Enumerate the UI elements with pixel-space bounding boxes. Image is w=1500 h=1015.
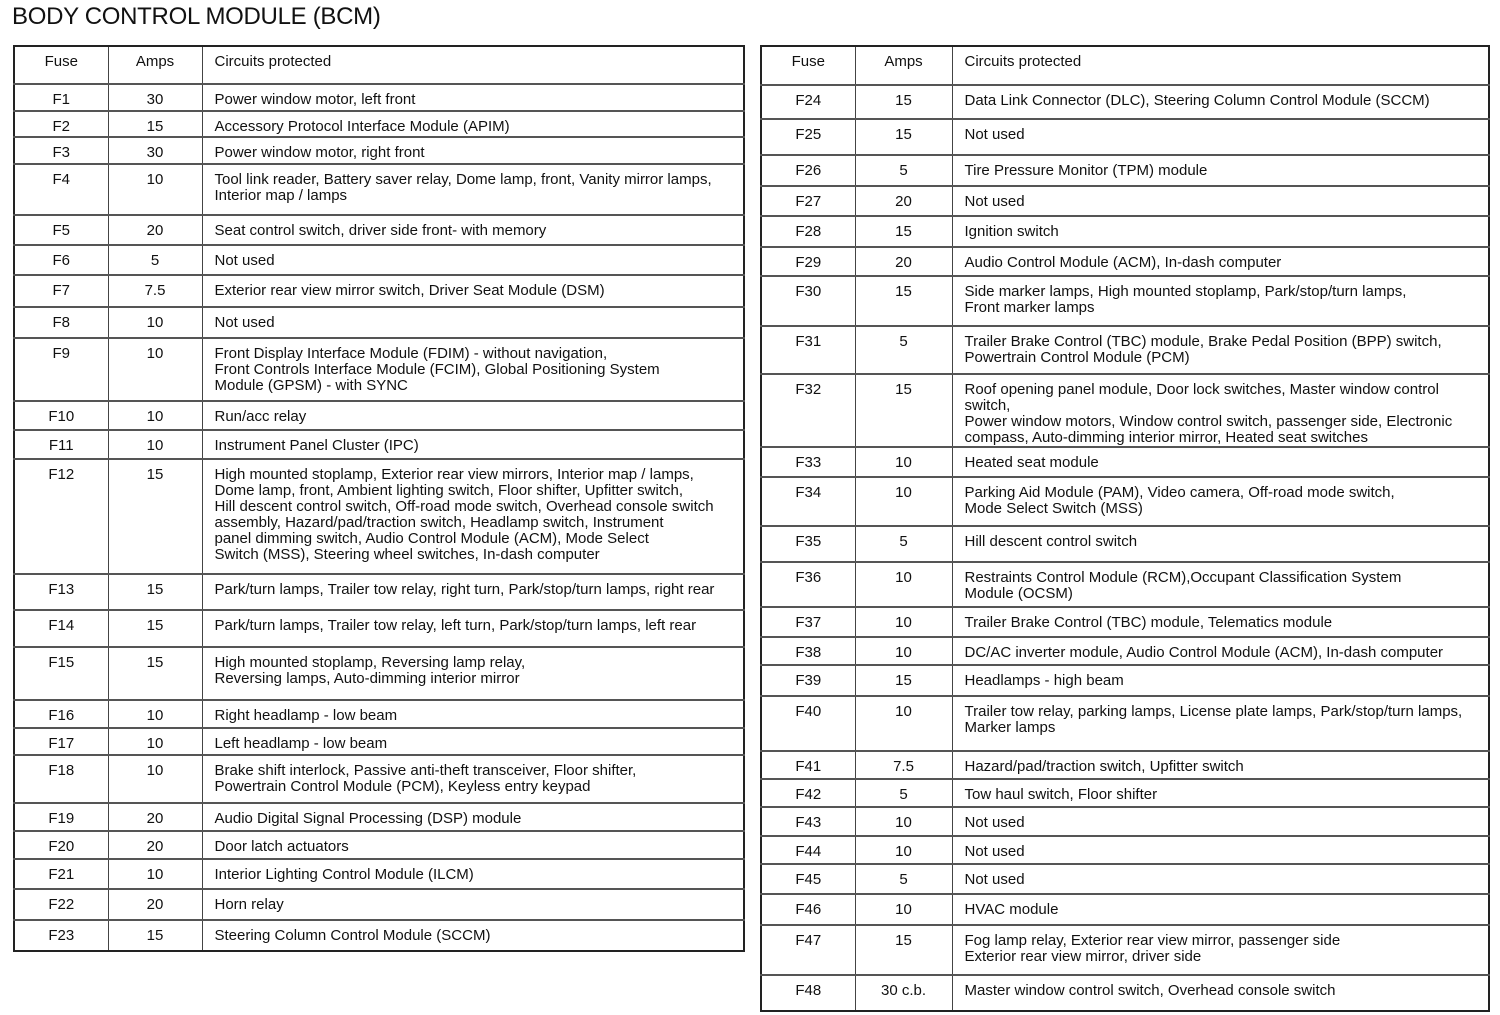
fuse-id: F32	[761, 374, 855, 447]
table-row	[14, 215, 744, 245]
fuse-amps: 20	[108, 803, 202, 831]
fuse-amps: 10	[108, 430, 202, 459]
fuse-amps: 10	[855, 836, 952, 864]
fuse-circuits: Instrument Panel Cluster (IPC)	[202, 430, 744, 459]
table-row	[14, 401, 744, 430]
fuse-amps: 30	[108, 84, 202, 111]
fuse-circuits: DC/AC inverter module, Audio Control Module (ACM), In-dash computer	[952, 637, 1489, 665]
fuse-id: F30	[761, 276, 855, 326]
fuse-amps: 7.5	[108, 275, 202, 307]
fuse-circuits: Accessory Protocol Interface Module (APIM)	[202, 111, 744, 137]
fuse-amps: 10	[855, 637, 952, 665]
page-title: BODY CONTROL MODULE (BCM)	[12, 3, 381, 30]
fuse-circuits: High mounted stoplamp, Reversing lamp relay, Reversing lamps, Auto-dimming interior mirror	[202, 647, 744, 700]
table-row	[14, 84, 744, 111]
fuse-id: F9	[14, 338, 108, 401]
fuse-table-left	[13, 45, 745, 952]
table-row	[14, 610, 744, 647]
table-row	[761, 807, 1489, 836]
fuse-amps: 10	[108, 401, 202, 430]
fuse-id: F26	[761, 155, 855, 186]
fuse-circuits: Left headlamp - low beam	[202, 728, 744, 755]
table-row	[761, 276, 1489, 326]
fuse-circuits: Restraints Control Module (RCM),Occupant Classification System Module (OCSM)	[952, 562, 1489, 607]
fuse-amps: 10	[855, 477, 952, 526]
fuse-amps: 15	[855, 665, 952, 696]
table-row	[14, 245, 744, 275]
fuse-circuits: Door latch actuators	[202, 831, 744, 859]
table-row	[761, 155, 1489, 186]
fuse-id: F46	[761, 894, 855, 925]
fuse-circuits: Side marker lamps, High mounted stoplamp, Park/stop/turn lamps, Front marker lamps	[952, 276, 1489, 326]
fuse-id: F41	[761, 751, 855, 779]
fuse-circuits: Interior Lighting Control Module (ILCM)	[202, 859, 744, 889]
fuse-id: F12	[14, 459, 108, 574]
table-row	[14, 728, 744, 755]
fuse-circuits: Not used	[952, 807, 1489, 836]
fuse-circuits: Hill descent control switch	[952, 526, 1489, 562]
fuse-id: F40	[761, 696, 855, 751]
header-circuits: Circuits protected	[202, 46, 744, 84]
fuse-amps: 20	[108, 831, 202, 859]
table-row	[761, 247, 1489, 276]
fuse-amps: 15	[108, 459, 202, 574]
fuse-id: F29	[761, 247, 855, 276]
table-row	[14, 164, 744, 215]
table-row	[14, 920, 744, 951]
table-row	[14, 338, 744, 401]
table-row	[761, 374, 1489, 447]
fuse-circuits: Exterior rear view mirror switch, Driver Seat Module (DSM)	[202, 275, 744, 307]
table-row	[761, 696, 1489, 751]
fuse-circuits: Steering Column Control Module (SCCM)	[202, 920, 744, 951]
fuse-amps: 15	[855, 119, 952, 155]
fuse-amps: 10	[855, 894, 952, 925]
header-circuits: Circuits protected	[952, 46, 1489, 85]
table-row	[761, 186, 1489, 216]
fuse-amps: 20	[108, 889, 202, 920]
fuse-id: F15	[14, 647, 108, 700]
table-header-row	[14, 46, 744, 84]
fuse-id: F39	[761, 665, 855, 696]
table-row	[761, 562, 1489, 607]
fuse-circuits: Data Link Connector (DLC), Steering Column Control Module (SCCM)	[952, 85, 1489, 119]
table-row	[14, 803, 744, 831]
fuse-id: F33	[761, 447, 855, 477]
table-row	[14, 307, 744, 338]
fuse-amps: 15	[108, 647, 202, 700]
fuse-amps: 5	[108, 245, 202, 275]
table-row	[761, 925, 1489, 975]
fuse-amps: 10	[108, 164, 202, 215]
fuse-amps: 15	[855, 85, 952, 119]
fuse-circuits: Master window control switch, Overhead console switch	[952, 975, 1489, 1011]
fuse-id: F10	[14, 401, 108, 430]
table-row	[761, 779, 1489, 807]
fuse-id: F48	[761, 975, 855, 1011]
fuse-id: F2	[14, 111, 108, 137]
fuse-id: F37	[761, 607, 855, 637]
fuse-circuits: Trailer Brake Control (TBC) module, Brake Pedal Position (BPP) switch, Powertrain Control Module (PCM)	[952, 326, 1489, 374]
fuse-amps: 30 c.b.	[855, 975, 952, 1011]
fuse-amps: 15	[855, 925, 952, 975]
fuse-id: F31	[761, 326, 855, 374]
fuse-circuits: Trailer tow relay, parking lamps, License plate lamps, Park/stop/turn lamps, Marker lamps	[952, 696, 1489, 751]
table-row	[14, 859, 744, 889]
table-row	[761, 836, 1489, 864]
table-row	[14, 137, 744, 164]
fuse-amps: 7.5	[855, 751, 952, 779]
table-row	[14, 111, 744, 137]
fuse-id: F20	[14, 831, 108, 859]
fuse-circuits: Right headlamp - low beam	[202, 700, 744, 728]
fuse-amps: 10	[108, 755, 202, 803]
table-row	[14, 430, 744, 459]
table-row	[14, 574, 744, 610]
table-row	[761, 864, 1489, 894]
fuse-circuits: Trailer Brake Control (TBC) module, Telematics module	[952, 607, 1489, 637]
fuse-table-right	[760, 45, 1490, 1012]
fuse-amps: 5	[855, 526, 952, 562]
fuse-id: F47	[761, 925, 855, 975]
fuse-id: F21	[14, 859, 108, 889]
fuse-circuits: Fog lamp relay, Exterior rear view mirror, passenger side Exterior rear view mirror, driver side	[952, 925, 1489, 975]
header-fuse: Fuse	[14, 46, 108, 84]
fuse-circuits: Run/acc relay	[202, 401, 744, 430]
fuse-amps: 10	[108, 338, 202, 401]
fuse-amps: 20	[855, 247, 952, 276]
fuse-circuits: Audio Control Module (ACM), In-dash computer	[952, 247, 1489, 276]
table-row	[14, 831, 744, 859]
header-amps: Amps	[855, 46, 952, 85]
fuse-circuits: Front Display Interface Module (FDIM) - without navigation, Front Controls Interface Module (FCIM), Global Positioning System Module (GPSM) - with SYNC	[202, 338, 744, 401]
table-row	[761, 526, 1489, 562]
fuse-amps: 10	[855, 807, 952, 836]
fuse-id: F11	[14, 430, 108, 459]
table-row	[761, 447, 1489, 477]
fuse-id: F16	[14, 700, 108, 728]
fuse-amps: 5	[855, 155, 952, 186]
fuse-id: F27	[761, 186, 855, 216]
table-row	[14, 755, 744, 803]
table-row	[761, 665, 1489, 696]
fuse-id: F28	[761, 216, 855, 247]
fuse-id: F42	[761, 779, 855, 807]
table-row	[14, 889, 744, 920]
fuse-amps: 15	[855, 374, 952, 447]
fuse-amps: 20	[108, 215, 202, 245]
fuse-amps: 15	[108, 574, 202, 610]
fuse-amps: 15	[108, 111, 202, 137]
table-row	[761, 894, 1489, 925]
fuse-circuits: Not used	[952, 186, 1489, 216]
fuse-id: F19	[14, 803, 108, 831]
table-row	[761, 119, 1489, 155]
fuse-amps: 10	[855, 696, 952, 751]
fuse-id: F17	[14, 728, 108, 755]
fuse-amps: 10	[855, 562, 952, 607]
fuse-amps: 5	[855, 779, 952, 807]
fuse-amps: 30	[108, 137, 202, 164]
fuse-amps: 5	[855, 864, 952, 894]
table-row	[14, 459, 744, 574]
table-row	[761, 607, 1489, 637]
fuse-amps: 10	[108, 859, 202, 889]
fuse-amps: 15	[855, 216, 952, 247]
table-row	[761, 751, 1489, 779]
fuse-circuits: Parking Aid Module (PAM), Video camera, Off-road mode switch, Mode Select Switch (MSS)	[952, 477, 1489, 526]
fuse-amps: 15	[108, 920, 202, 951]
header-fuse: Fuse	[761, 46, 855, 85]
fuse-circuits: Brake shift interlock, Passive anti-theft transceiver, Floor shifter, Powertrain Control Module (PCM), Keyless entry keypad	[202, 755, 744, 803]
fuse-amps: 15	[855, 276, 952, 326]
fuse-circuits: Not used	[952, 119, 1489, 155]
table-row	[761, 85, 1489, 119]
fuse-amps: 15	[108, 610, 202, 647]
fuse-circuits: Ignition switch	[952, 216, 1489, 247]
fuse-circuits: Horn relay	[202, 889, 744, 920]
fuse-circuits: Seat control switch, driver side front- with memory	[202, 215, 744, 245]
fuse-id: F5	[14, 215, 108, 245]
fuse-circuits: Power window motor, right front	[202, 137, 744, 164]
table-header-row	[761, 46, 1489, 85]
fuse-circuits: Tool link reader, Battery saver relay, Dome lamp, front, Vanity mirror lamps, Interior map / lamps	[202, 164, 744, 215]
fuse-id: F38	[761, 637, 855, 665]
table-row	[761, 216, 1489, 247]
fuse-id: F24	[761, 85, 855, 119]
table-row	[761, 326, 1489, 374]
fuse-id: F34	[761, 477, 855, 526]
fuse-id: F1	[14, 84, 108, 111]
fuse-amps: 10	[855, 607, 952, 637]
fuse-id: F43	[761, 807, 855, 836]
fuse-circuits: High mounted stoplamp, Exterior rear view mirrors, Interior map / lamps, Dome lamp, front, Ambient lighting switch, Floor shifter, Upfitter switch, Hill descent control switch, Off-road mode switch, Overhead console switch assembly, Hazard/pad/traction switch, Headlamp switch, Instrument panel dimming switch, Audio Control Module (ACM), Mode Select Switch (MSS), Steering wheel switches, In-dash computer	[202, 459, 744, 574]
fuse-id: F23	[14, 920, 108, 951]
fuse-circuits: Not used	[202, 307, 744, 338]
fuse-id: F44	[761, 836, 855, 864]
fuse-amps: 10	[108, 728, 202, 755]
fuse-circuits: Not used	[202, 245, 744, 275]
fuse-id: F35	[761, 526, 855, 562]
fuse-circuits: Not used	[952, 864, 1489, 894]
fuse-amps: 10	[855, 447, 952, 477]
fuse-id: F45	[761, 864, 855, 894]
fuse-circuits: Heated seat module	[952, 447, 1489, 477]
fuse-circuits: Not used	[952, 836, 1489, 864]
fuse-amps: 20	[855, 186, 952, 216]
fuse-circuits: Tire Pressure Monitor (TPM) module	[952, 155, 1489, 186]
table-row	[14, 700, 744, 728]
header-amps: Amps	[108, 46, 202, 84]
fuse-id: F25	[761, 119, 855, 155]
table-row	[14, 275, 744, 307]
table-row	[761, 975, 1489, 1011]
fuse-circuits: Power window motor, left front	[202, 84, 744, 111]
table-row	[761, 477, 1489, 526]
fuse-id: F8	[14, 307, 108, 338]
fuse-circuits: Tow haul switch, Floor shifter	[952, 779, 1489, 807]
fuse-id: F6	[14, 245, 108, 275]
fuse-circuits: Headlamps - high beam	[952, 665, 1489, 696]
fuse-circuits: Park/turn lamps, Trailer tow relay, left turn, Park/stop/turn lamps, left rear	[202, 610, 744, 647]
fuse-amps: 10	[108, 700, 202, 728]
fuse-amps: 10	[108, 307, 202, 338]
fuse-id: F4	[14, 164, 108, 215]
fuse-id: F3	[14, 137, 108, 164]
fuse-circuits: Park/turn lamps, Trailer tow relay, right turn, Park/stop/turn lamps, right rear	[202, 574, 744, 610]
fuse-circuits: Audio Digital Signal Processing (DSP) module	[202, 803, 744, 831]
fuse-circuits: HVAC module	[952, 894, 1489, 925]
fuse-circuits: Hazard/pad/traction switch, Upfitter switch	[952, 751, 1489, 779]
fuse-id: F18	[14, 755, 108, 803]
fuse-id: F36	[761, 562, 855, 607]
fuse-circuits: Roof opening panel module, Door lock switches, Master window control switch, Power window motors, Window control switch, passenger side, Electronic compass, Auto-dimming interior mirror, Heated seat switches	[952, 374, 1489, 447]
fuse-id: F22	[14, 889, 108, 920]
fuse-id: F13	[14, 574, 108, 610]
table-row	[761, 637, 1489, 665]
fuse-amps: 5	[855, 326, 952, 374]
fuse-id: F14	[14, 610, 108, 647]
fuse-id: F7	[14, 275, 108, 307]
table-row	[14, 647, 744, 700]
